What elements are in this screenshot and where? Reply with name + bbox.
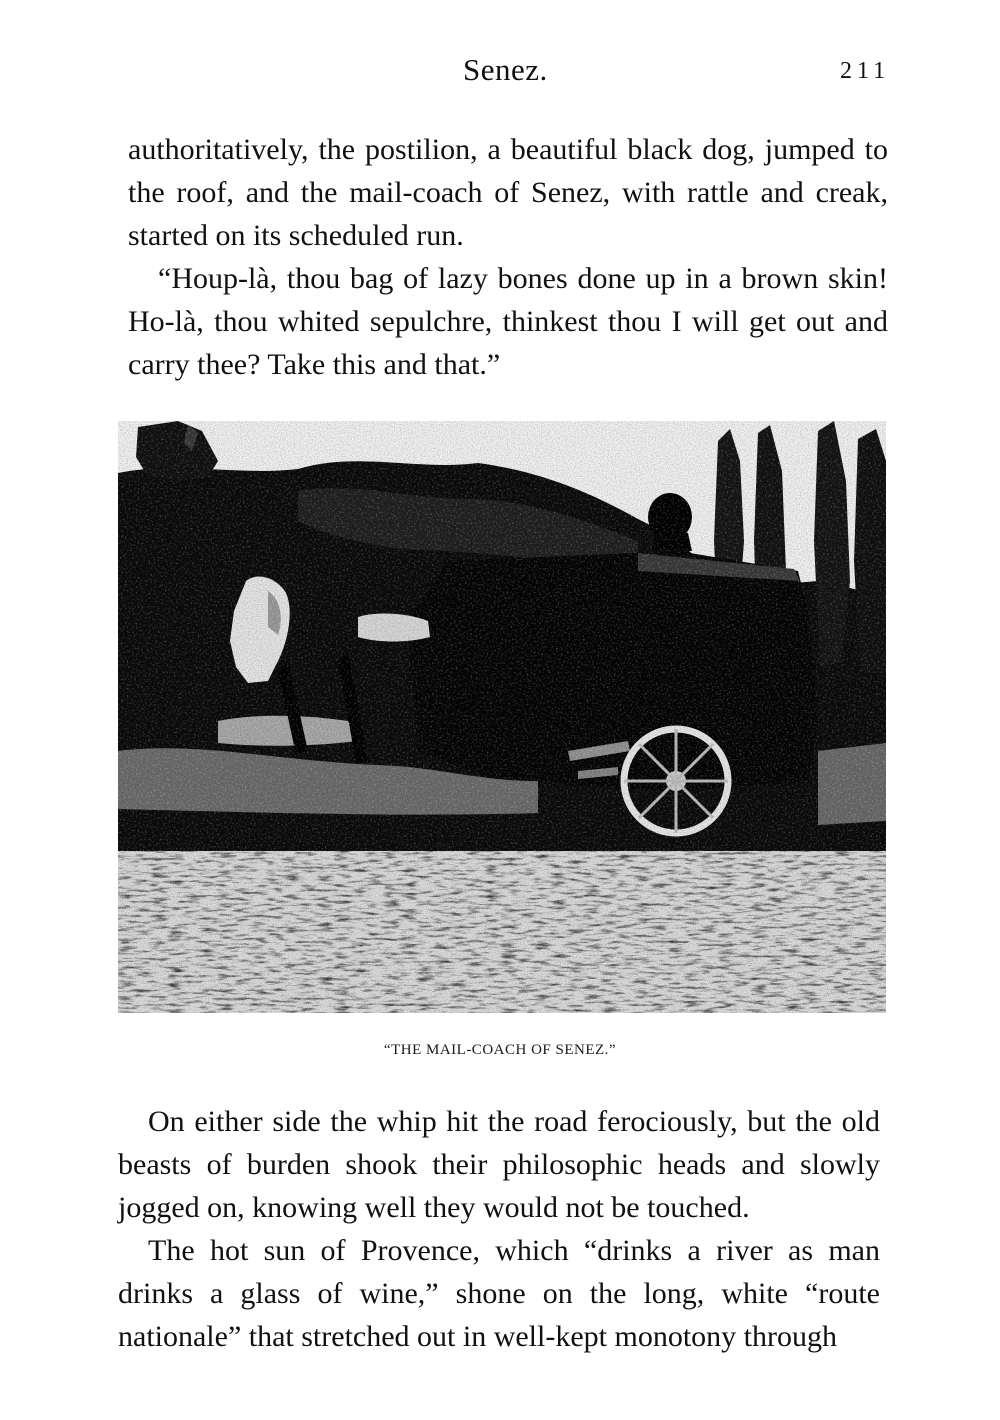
mail-coach-photograph bbox=[118, 421, 886, 1013]
bottom-text-block bbox=[118, 1100, 880, 1358]
running-head bbox=[0, 52, 1000, 96]
figure-caption: “THE MAIL-COACH OF SENEZ.” bbox=[383, 1042, 617, 1058]
paragraph-provence-sun: The hot sun of Provence, which “drinks a river as man drinks a glass of wine,” shone on the long, white “route nationale” that stretched out in well-kept monotony through bbox=[118, 1234, 880, 1353]
paragraph-continuation: authoritatively, the postilion, a beautiful black dog, jumped to the roof, and the mail-coach of Senez, with rattle and creak, started on its scheduled run. bbox=[128, 133, 888, 252]
running-title: Senez. bbox=[463, 52, 548, 87]
top-text-block bbox=[128, 128, 888, 386]
paragraph-whip: On either side the whip hit the road ferociously, but the old beasts of burden shook their philosophic heads and slowly jogged on, knowing well they would not be touched. bbox=[118, 1105, 880, 1224]
page-number: 211 bbox=[840, 58, 891, 84]
paragraph-driver-speech: “Houp-là, thou bag of lazy bones done up in a brown skin! Ho-là, thou whited sepulchre, thinkest thou I will get out and carry thee? Take this and that.” bbox=[128, 262, 888, 381]
